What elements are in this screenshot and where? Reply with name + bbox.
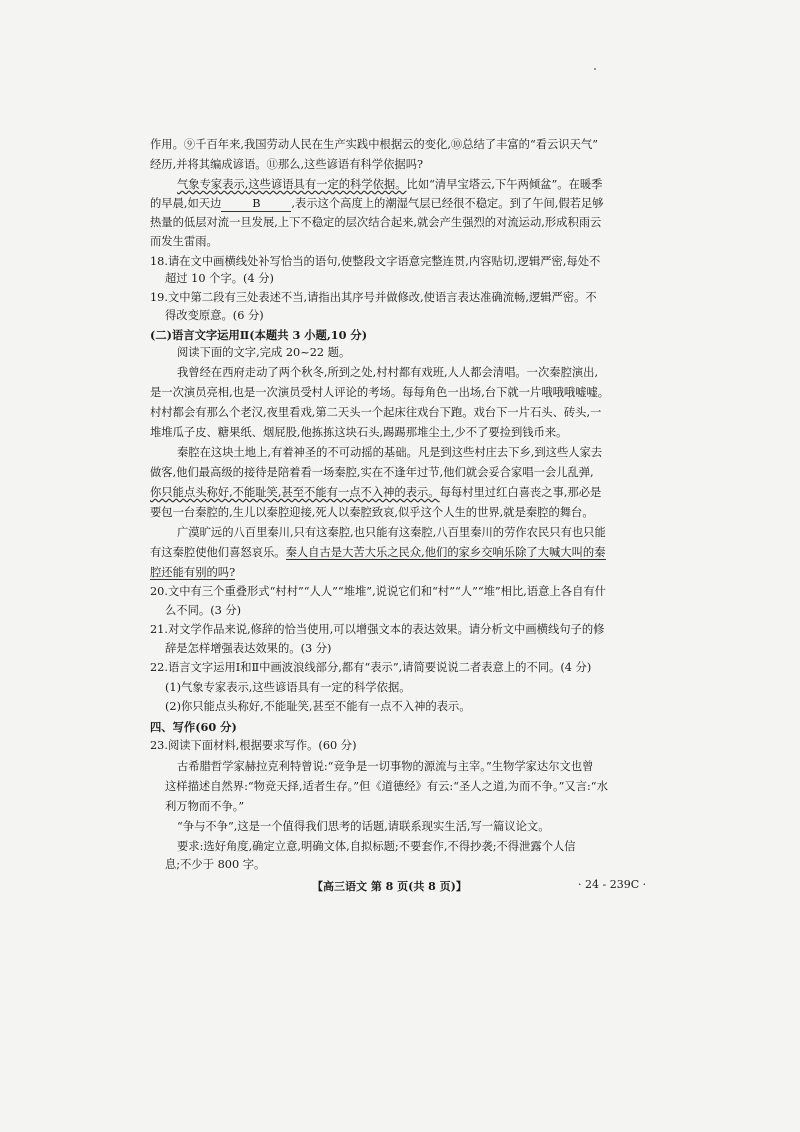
text-line: 秦腔在这块土地上,有着神圣的不可动摇的基础。凡是到这些村庄去下乡,到这些人家去	[177, 446, 603, 459]
question-21-cont: 辞是怎样增强表达效果的。(3 分)	[165, 642, 332, 655]
scan-speck	[594, 68, 596, 70]
text-line: 村村都会有那么个老汉,夜里看戏,第二天头一个起床往戏台下跑。戏台下一片石头、砖头,一	[150, 406, 602, 419]
page-footer-title: 【高三语文 第 8 页(共 8 页)】	[312, 880, 467, 893]
text-line	[150, 197, 670, 212]
text-line: 堆堆瓜子皮、糖果纸、烟屁股,他拣拣这块石头,踢踢那堆尘土,少不了要捡到钱币来。	[150, 426, 568, 439]
text-line: 热量的低层对流一旦发展,上下不稳定的层次结合起来,就会产生强烈的对流运动,形成积雨云	[150, 216, 602, 229]
underlined-sentence: 秦人自古是大苦大乐之民众,他们的家乡交响乐除了大喊大叫的秦	[285, 546, 606, 559]
text-line: 而发生雷雨。	[150, 235, 218, 248]
question-21: 21.对文学作品来说,修辞的恰当使用,可以增强文本的表达效果。请分析文中画横线句子的修	[150, 623, 605, 636]
text-line	[150, 566, 670, 580]
fill-blank-b: B	[221, 197, 291, 212]
text-span: 有这秦腔使他们喜怒哀乐。	[150, 546, 286, 559]
material-line: 利万物而不争。”	[165, 800, 245, 813]
prompt-line: “争与不争”,这是一个值得我们思考的话题,请联系现实生活,写一篇议论文。	[177, 820, 550, 833]
text-line: 广漠旷远的八百里秦川,只有这秦腔,也只能有这秦腔,八百里秦川的劳作农民只有也只能	[177, 526, 606, 539]
text-span: 每每村里过红白喜丧之事,那必是	[439, 486, 602, 499]
question-19: 19.文中第二段有三处表述不当,请指出其序号并做修改,使语言表达准确流畅,逻辑严密。不	[150, 291, 597, 304]
question-23: 23.阅读下面材料,根据要求写作。(60 分)	[150, 739, 357, 752]
text-line	[150, 546, 670, 560]
text-span: 比如“清早宝塔云,下午两倾盆”。在暖季	[406, 178, 603, 191]
wavy-underlined-sentence-1: 气象专家表示,这些谚语具有一定的科学依据。	[177, 178, 407, 191]
requirements-line: 要求:选好角度,确定立意,明确文体,自拟标题;不要套作,不得抄袭;不得泄露个人信	[177, 840, 576, 853]
text-line: 做客,他们最高级的接待是陪着看一场秦腔,实在不逢年过节,他们就会妥合家唱一会儿乱弹,	[150, 466, 594, 479]
text-line: 是一次演员亮相,也是一次演员受村人评论的考场。每每角色一出场,台下就一片哦哦哦嘘嘘。	[150, 386, 610, 399]
section-heading-2: (二)语言文字运用Ⅱ(本题共 3 小题,10 分)	[150, 328, 368, 342]
material-line: 古希腊哲学家赫拉克利特曾说:“竞争是一切事物的源流与主宰。”生物学家达尔文也曾	[177, 760, 594, 773]
question-19-cont: 得改变原意。(6 分)	[165, 309, 264, 322]
question-18-cont: 超过 10 个字。(4 分)	[165, 272, 274, 285]
material-line: 这样描述自然界:“物竞天择,适者生存。”但《道德经》有云:“圣人之道,为而不争。”又言:“水	[165, 780, 608, 793]
text-line	[150, 486, 670, 500]
text-line: 经历,并将其编成谚语。⑪那么,这些谚语有科学依据吗?	[150, 158, 424, 171]
reading-instruction: 阅读下面的文字,完成 20~22 题。	[177, 346, 351, 359]
text-line	[177, 178, 697, 192]
text-span: 的早晨,如天边	[150, 197, 222, 210]
page-footer-code: · 24 - 239C ·	[578, 878, 647, 891]
question-22: 22.语言文字运用Ⅰ和Ⅱ中画波浪线部分,都有“表示”,请简要说说二者表意上的不同。(4 分)	[150, 661, 592, 674]
section-heading-4: 四、写作(60 分)	[150, 720, 237, 734]
underlined-sentence-cont: 腔还能有别的吗?	[150, 566, 236, 579]
question-22-item-1: (1)气象专家表示,这些谚语具有一定的科学依据。	[165, 681, 411, 694]
wavy-underlined-sentence-2: 你只能点头称好,不能耻笑,甚至不能有一点不入神的表示。	[150, 486, 440, 499]
question-20: 20.文中有三个重叠形式“村村”“人人”“堆堆”,说说它们和“村”“人”“堆”相比,语意上各自有什	[150, 585, 606, 598]
text-line: 要包一台秦腔的,生儿以秦腔迎接,死人以秦腔致哀,似乎这个人生的世界,就是秦腔的舞台。	[150, 506, 594, 519]
question-20-cont: 么不同。(3 分)	[165, 604, 242, 617]
question-22-item-2: (2)你只能点头称好,不能耻笑,甚至不能有一点不入神的表示。	[165, 700, 471, 713]
text-span: ,表示这个高度上的潮湿气层已经很不稳定。到了午间,假若足够	[291, 197, 604, 210]
text-line: 作用。⑨千百年来,我国劳动人民在生产实践中根据云的变化,⑩总结了丰富的“看云识天气”	[150, 138, 599, 151]
text-line: 我曾经在西府走动了两个秋冬,所到之处,村村都有戏班,人人都会清唱。一次秦腔演出,	[177, 366, 599, 379]
requirements-line: 息;不少于 800 字。	[165, 858, 266, 871]
question-18: 18.请在文中画横线处补写恰当的语句,使整段文字语意完整连贯,内容贴切,逻辑严密,每处不	[150, 255, 601, 268]
